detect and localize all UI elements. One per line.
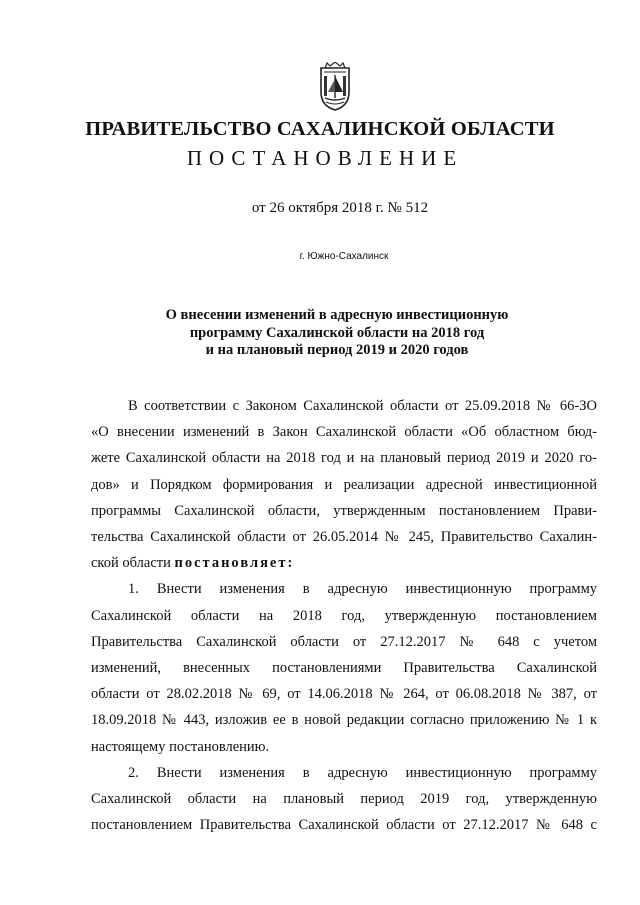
- text-line: 18.09.2018 № 443, изложив ее в новой редакции согласно приложению № 1 к: [91, 712, 597, 729]
- text-line: 2. Внести изменения в адресную инвестиционную программу: [128, 764, 597, 781]
- text-line: Сахалинской области на 2018 год, утвержденную постановлением: [91, 607, 597, 624]
- subject-line: О внесении изменений в адресную инвестиционную: [165, 307, 509, 323]
- item-2-paragraph: [91, 760, 597, 839]
- document-date-number: от 26 октября 2018 г. № 512: [251, 200, 429, 216]
- preamble-paragraph: [91, 393, 597, 576]
- text-line: «О внесении изменений в Закон Сахалинской области «Об областном бюд-: [91, 424, 597, 441]
- text-line: области от 28.02.2018 № 69, от 14.06.2018 № 264, от 06.08.2018 № 387, от: [91, 686, 597, 703]
- text-line: постановлением Правительства Сахалинской области от 27.12.2017 № 648 с: [91, 817, 597, 834]
- organization-title: ПРАВИТЕЛЬСТВО САХАЛИНСКОЙ ОБЛАСТИ: [85, 118, 555, 140]
- text-line: изменений, внесенных постановлениями Правительства Сахалинской: [91, 660, 597, 677]
- resolution-keyword: постановляет:: [174, 555, 295, 572]
- text-line: жете Сахалинской области на 2018 год и на плановый период 2019 и 2020 го-: [91, 450, 597, 467]
- text-line: Правительства Сахалинской области от 27.12.2017 № 648 с учетом: [91, 633, 597, 650]
- document-type: ПОСТАНОВЛЕНИЕ: [186, 146, 464, 170]
- subject-line: и на плановый период 2019 и 2020 годов: [205, 342, 469, 358]
- item-1-paragraph: [91, 576, 597, 759]
- text-line: программы Сахалинской области, утвержденным постановлением Прави-: [91, 502, 597, 519]
- coat-of-arms-emblem-icon: [318, 62, 352, 112]
- document-subject: [0, 307, 640, 360]
- text-line: Сахалинской области на плановый период 2019 год, утвержденную: [91, 791, 597, 808]
- text-fragment: ской области: [91, 555, 175, 572]
- text-line: В соответствии с Законом Сахалинской области от 25.09.2018 № 66-ЗО: [128, 398, 597, 414]
- text-line: настоящему постановлению.: [91, 738, 270, 755]
- text-line: 1. Внести изменения в адресную инвестиционную программу: [128, 581, 597, 598]
- text-line: [91, 550, 597, 576]
- text-line: тельства Сахалинской области от 26.05.2014 № 245, Правительство Сахалин-: [91, 529, 597, 546]
- subject-line: программу Сахалинской области на 2018 год: [189, 324, 485, 341]
- document-body: [91, 393, 597, 838]
- text-line: дов» и Порядком формирования и реализации адресной инвестиционной: [91, 476, 597, 493]
- document-city: г. Южно-Сахалинск: [299, 251, 389, 262]
